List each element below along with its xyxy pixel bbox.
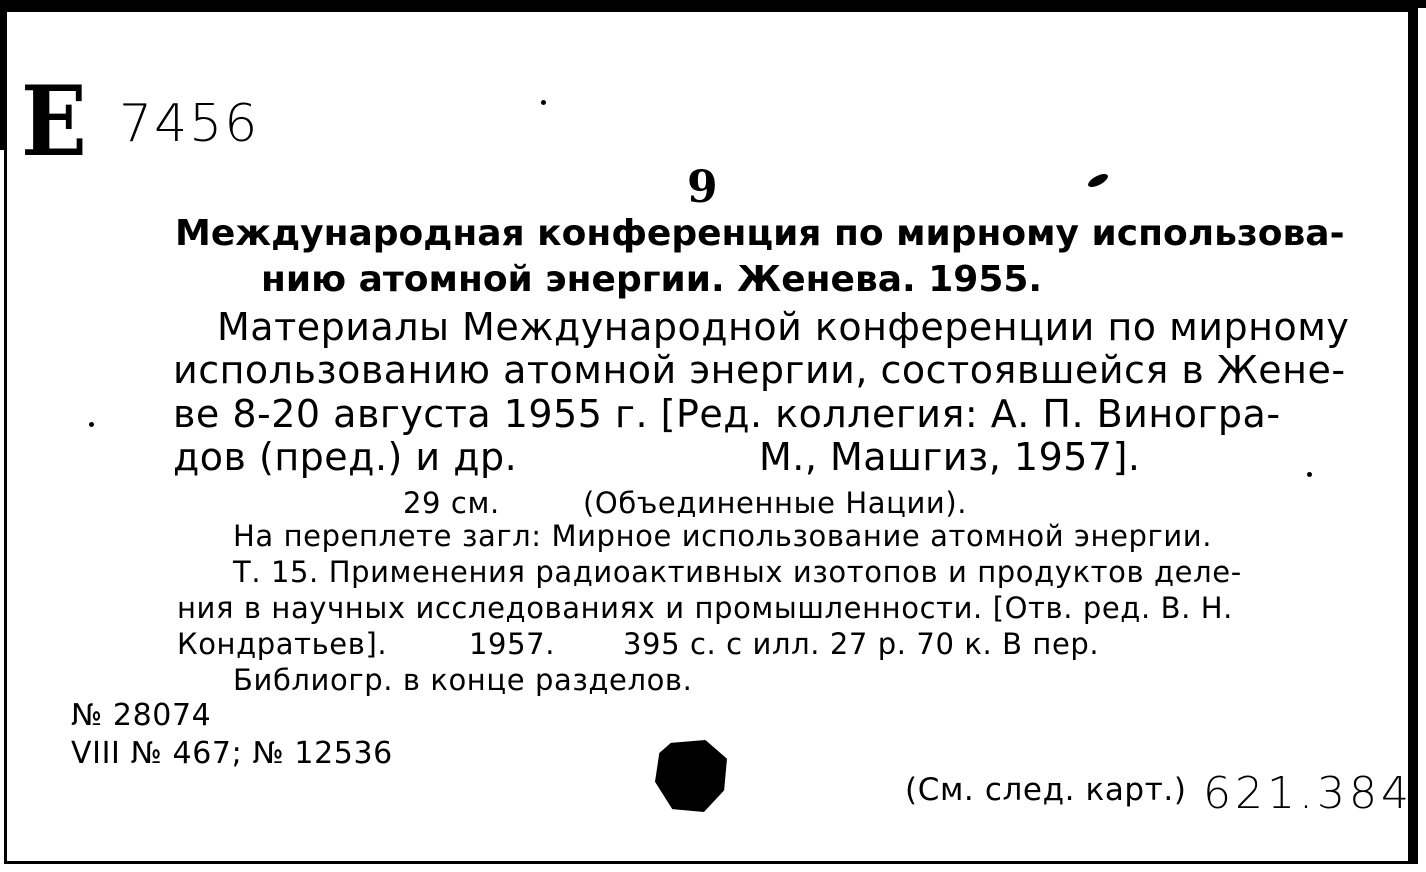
- ink-blot: [655, 740, 727, 812]
- classification-number: 621.384: [1203, 768, 1413, 819]
- note-line: Библиогр. в конце разделов.: [233, 663, 693, 697]
- description-line: ве 8-20 августа 1955 г. [Ред. коллегия: А. П. Виногра-: [173, 392, 1281, 436]
- description-line: дов (пред.) и др.: [173, 435, 518, 479]
- note-line: Кондратьев].: [177, 627, 388, 661]
- card-notes: [177, 519, 1357, 702]
- continued-note: (См. след. карт.): [905, 772, 1187, 808]
- imprint: М., Машгиз, 1957].: [759, 435, 1141, 479]
- pencil-mark: [1086, 171, 1110, 189]
- speck: [89, 422, 94, 427]
- record-number: № 28074: [71, 698, 212, 733]
- heading-line: Международная конференция по мирному использова-: [175, 213, 1345, 254]
- handwritten-mark: 9: [687, 162, 718, 213]
- note-collation: 395 с. с илл. 27 р. 70 к. В пер.: [623, 627, 1100, 661]
- note-line: ния в научных исследованиях и промышленности. [Отв. ред. В. Н.: [177, 591, 1233, 625]
- speck: [541, 100, 546, 105]
- description-line: Материалы Международной конференции по мирному: [217, 305, 1350, 349]
- card-description: [173, 305, 1350, 488]
- record-refs: VIII № 467; № 12536: [71, 736, 393, 771]
- heading-line: нию атомной энергии. Женева. 1955.: [261, 259, 1043, 300]
- catalog-letter: Е: [21, 65, 87, 178]
- size: 29 см.: [403, 486, 500, 520]
- catalog-card: [4, 6, 1418, 864]
- note-line: Т. 15. Применения радиоактивных изотопов и продуктов деле-: [233, 555, 1242, 589]
- series: (Объединенные Нации).: [583, 486, 968, 520]
- shelf-number: 7456: [119, 94, 260, 154]
- card-heading: [175, 213, 1345, 306]
- description-line: использованию атомной энергии, состоявшейся в Жене-: [173, 348, 1346, 392]
- note-line: На переплете загл: Мирное использование атомной энергии.: [233, 519, 1213, 553]
- note-year: 1957.: [469, 627, 556, 661]
